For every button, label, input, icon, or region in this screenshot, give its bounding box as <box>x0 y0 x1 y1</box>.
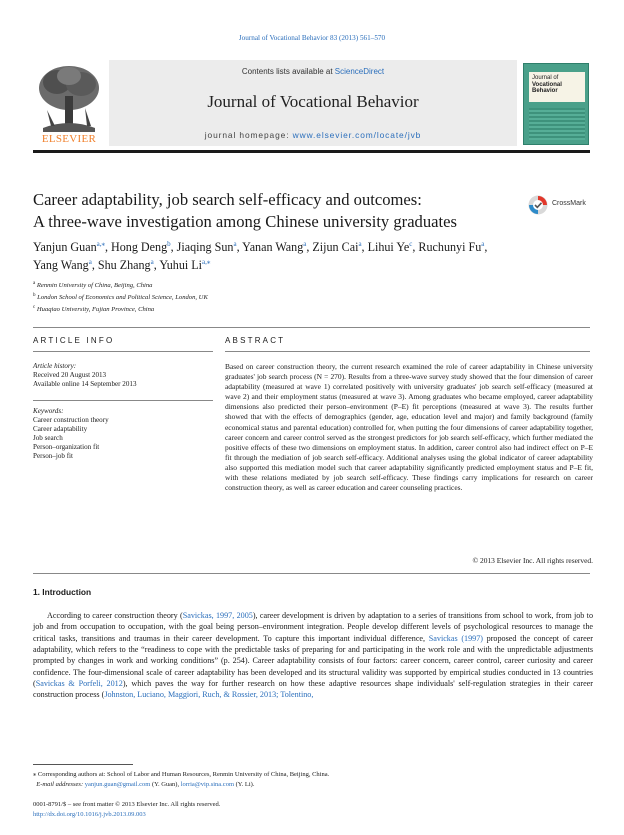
crossmark-label: CrossMark <box>552 200 586 207</box>
article-title-line-1: Career adaptability, job search self-efficacy and outcomes: <box>33 190 422 209</box>
affiliation-text: Renmin University of China, Beijing, China <box>36 282 153 290</box>
contents-availability-line <box>109 67 517 76</box>
affiliation <box>33 303 433 315</box>
author-affiliation-mark[interactable]: b <box>167 239 171 248</box>
introduction-heading: 1. Introduction <box>33 587 92 597</box>
received-date: Received 20 August 2013 <box>33 371 107 379</box>
article-info-heading: ARTICLE INFO <box>33 336 115 345</box>
issn-line: 0001-8791/$ – see front matter © 2013 Elsevier Inc. All rights reserved. <box>33 801 221 808</box>
cover-pattern <box>529 108 585 140</box>
journal-homepage-link[interactable]: www.elsevier.com/locate/jvb <box>292 130 422 140</box>
sciencedirect-link[interactable]: ScienceDirect <box>334 67 385 76</box>
corresponding-text: Corresponding authors at: School of Labor and Human Resources, Renmin University of China, Beijing, China. <box>36 771 330 778</box>
author-affiliation-mark[interactable]: a,⁎ <box>96 239 105 248</box>
author-name: Hong Deng <box>111 240 168 254</box>
affiliation-mark: c <box>33 305 36 311</box>
keyword: Job search <box>33 434 63 442</box>
author <box>159 258 210 272</box>
issn-doi-block <box>33 800 593 819</box>
author-name: Jiaqing Sun <box>176 240 234 254</box>
publisher-wordmark: ELSEVIER <box>41 133 97 145</box>
email-label: E-mail addresses: <box>36 780 84 788</box>
author-separator: , <box>412 240 419 254</box>
affiliation <box>33 279 433 291</box>
author-name: Yanjun Guan <box>33 240 97 254</box>
citation-link[interactable]: Johnston, Luciano, Maggiori, Ruch, & Rossier, 2013; Tolentino, <box>104 690 314 700</box>
affiliation <box>33 291 433 303</box>
author <box>312 240 367 254</box>
footnote-line-1 <box>33 770 593 780</box>
intro-text-segment: According to career construction theory ( <box>47 611 183 620</box>
intro-text-segment: proposed the concept of career adaptability, which refers to the “readiness to cope with the predictable tasks of preparing for and participating in the work role and with the unpredictable adjustments prompted by changes in work and working conditions” (p. 254). Career adaptability consists of four factors: career concern, career control, career curiosity and career confidence. The four-dimensional scale of career adaptability has been developed and its structural validity was supported by empirical studies conducted in 13 countries ( <box>33 633 593 689</box>
author <box>98 258 159 272</box>
masthead-rule <box>33 150 590 153</box>
journal-reference[interactable]: Journal of Vocational Behavior 83 (2013) 561–570 <box>238 34 386 42</box>
footnote-divider <box>33 764 133 765</box>
author-name: Yuhui Li <box>159 258 202 272</box>
author-affiliation-mark[interactable]: a,⁎ <box>202 257 211 266</box>
author <box>33 258 98 272</box>
abstract-divider <box>225 351 590 352</box>
footnote-line-2 <box>33 780 593 790</box>
history-label: Article history: <box>33 362 77 370</box>
homepage-prefix: journal homepage: <box>204 130 293 140</box>
corresponding-author-footnote <box>33 770 593 789</box>
author-separator: , <box>484 240 488 254</box>
author-affiliation-mark[interactable]: c <box>409 239 413 248</box>
keywords <box>33 407 213 461</box>
author-name: Ruchunyi Fu <box>418 240 482 254</box>
author-separator: , <box>361 240 368 254</box>
keyword: Career adaptability <box>33 425 88 433</box>
affiliations <box>33 279 433 316</box>
journal-header-box <box>109 60 517 146</box>
keyword: Career construction theory <box>33 416 109 424</box>
affiliation-text: Huaqiao University, Fujian Province, China <box>36 306 155 314</box>
author-affiliation-mark[interactable]: a <box>88 257 92 266</box>
affiliation-mark: b <box>33 293 36 299</box>
article-title-line-2: A three-wave investigation among Chinese university graduates <box>33 212 457 231</box>
cover-title-label <box>529 72 585 102</box>
author-separator: , <box>170 240 177 254</box>
author-affiliation-mark[interactable]: a <box>233 239 237 248</box>
citation-link[interactable]: Savickas (1997) <box>428 633 483 643</box>
article-history <box>33 362 213 389</box>
author-name: Shu Zhang <box>97 258 151 272</box>
affiliation-mark: a <box>33 281 36 286</box>
author <box>177 240 243 254</box>
author-affiliation-mark[interactable]: a <box>150 257 154 266</box>
journal-homepage-line <box>109 130 517 140</box>
online-date: Available online 14 September 2013 <box>33 380 137 388</box>
affiliation-text: London School of Economics and Political Science, London, UK <box>37 294 208 302</box>
article-title <box>33 189 513 233</box>
author <box>111 240 177 254</box>
journal-cover-thumbnail <box>523 63 589 145</box>
footnote-marker: ⁎ <box>33 771 37 778</box>
author-separator: , <box>306 240 313 254</box>
author-affiliation-mark[interactable]: a <box>303 239 307 248</box>
doi-link[interactable]: http://dx.doi.org/10.1016/j.jvb.2013.09.003 <box>33 810 146 818</box>
author <box>418 240 487 254</box>
cover-line-3: Behavior <box>532 88 558 95</box>
email-owner: (Y. Li). <box>234 780 255 788</box>
author-name: Lihui Ye <box>367 240 410 254</box>
journal-masthead <box>33 60 590 148</box>
author-name: Yanan Wang <box>242 240 304 254</box>
keyword: Person–organization fit <box>33 443 100 451</box>
crossmark-badge[interactable] <box>528 195 598 215</box>
abstract-heading: ABSTRACT <box>225 336 286 345</box>
crossmark-icon <box>528 195 548 215</box>
author-separator: , <box>236 240 243 254</box>
author-separator: , <box>104 240 112 254</box>
author <box>33 240 111 254</box>
intro-text-segment: ), career development is driven by adaptation to a series of transitions from school to work, from job to job and from occupation to occupation, with the goal being person–environment integration. People develop different levels of psychological resources to manage the critical tasks, transitions and traumas in their career development. To capture this important individual difference, <box>33 611 594 643</box>
history-divider <box>33 400 213 401</box>
copyright-notice: © 2013 Elsevier Inc. All rights reserved. <box>472 556 593 565</box>
author-affiliation-mark[interactable]: a <box>481 239 485 248</box>
email-link[interactable]: yanjun.guan@gmail.com <box>84 780 151 788</box>
intro-text-segment: ), which paves the way for further research on how these adaptive resources shape individuals' self-regulation strategies in their career construction process ( <box>33 679 593 700</box>
abstract-text: Based on career construction theory, the current research examined the role of career adaptability in Chinese university graduates' job search process (N = 270). Results from a three-wave survey study showed that the four dimension of career adaptability (measured at wave 1) correlated positively with university graduates' job search self-efficacy (measured at wave 2) and their employment status (measured at wave 3). Among graduates who became employed, career adaptability dimensions also predicted their person–environment (P–E) fit perceptions (measured at wave 3). The results further showed that with the effects of demographics (gender, age, education level and major) and family background (family economical status and parental education) controlled for, when putting the four dimensions of career adaptability together, career concern and career control served as the strongest predictors for job search self-efficacy, which further mediated the positive effects of these two dimensions on employment status. In addition, career control also had indirect effect on P–E fit through the mediation of job search self-efficacy. Additional analyses using the global indicator of career adaptability also supported this mediation model such that career adaptability significantly predicted employment status and P–E fit, with these relations mediated by job search self-efficacy. These findings carry implications for research on career construction theory, as well as career education and career counseling practices. <box>225 362 593 493</box>
section-divider <box>33 327 590 328</box>
author <box>368 240 419 254</box>
keywords-label: Keywords: <box>33 407 64 415</box>
email-link[interactable]: lorria@vip.sina.com <box>180 780 234 788</box>
article-info-divider <box>33 351 213 352</box>
journal-title: Journal of Vocational Behavior <box>207 92 419 111</box>
cover-line-2: Vocational <box>532 81 562 88</box>
cover-line-1: Journal of <box>532 75 559 81</box>
author-name: Zijun Cai <box>312 240 359 254</box>
author-name: Yang Wang <box>33 258 89 272</box>
author-list <box>33 238 593 274</box>
citation-link[interactable]: Savickas & Porfeli, 2012 <box>35 679 123 689</box>
author <box>242 240 312 254</box>
email-owner: (Y. Guan), <box>150 780 181 788</box>
introduction-paragraph <box>33 610 593 701</box>
contents-prefix: Contents lists available at <box>241 67 335 76</box>
elsevier-tree-logo <box>33 60 105 146</box>
citation-link[interactable]: Savickas, 1997, 2005 <box>182 611 253 620</box>
author-separator: , <box>153 258 160 272</box>
section-divider <box>33 573 590 574</box>
author-separator: , <box>91 258 98 272</box>
keyword: Person–job fit <box>33 452 73 460</box>
author-affiliation-mark[interactable]: a <box>358 239 362 248</box>
